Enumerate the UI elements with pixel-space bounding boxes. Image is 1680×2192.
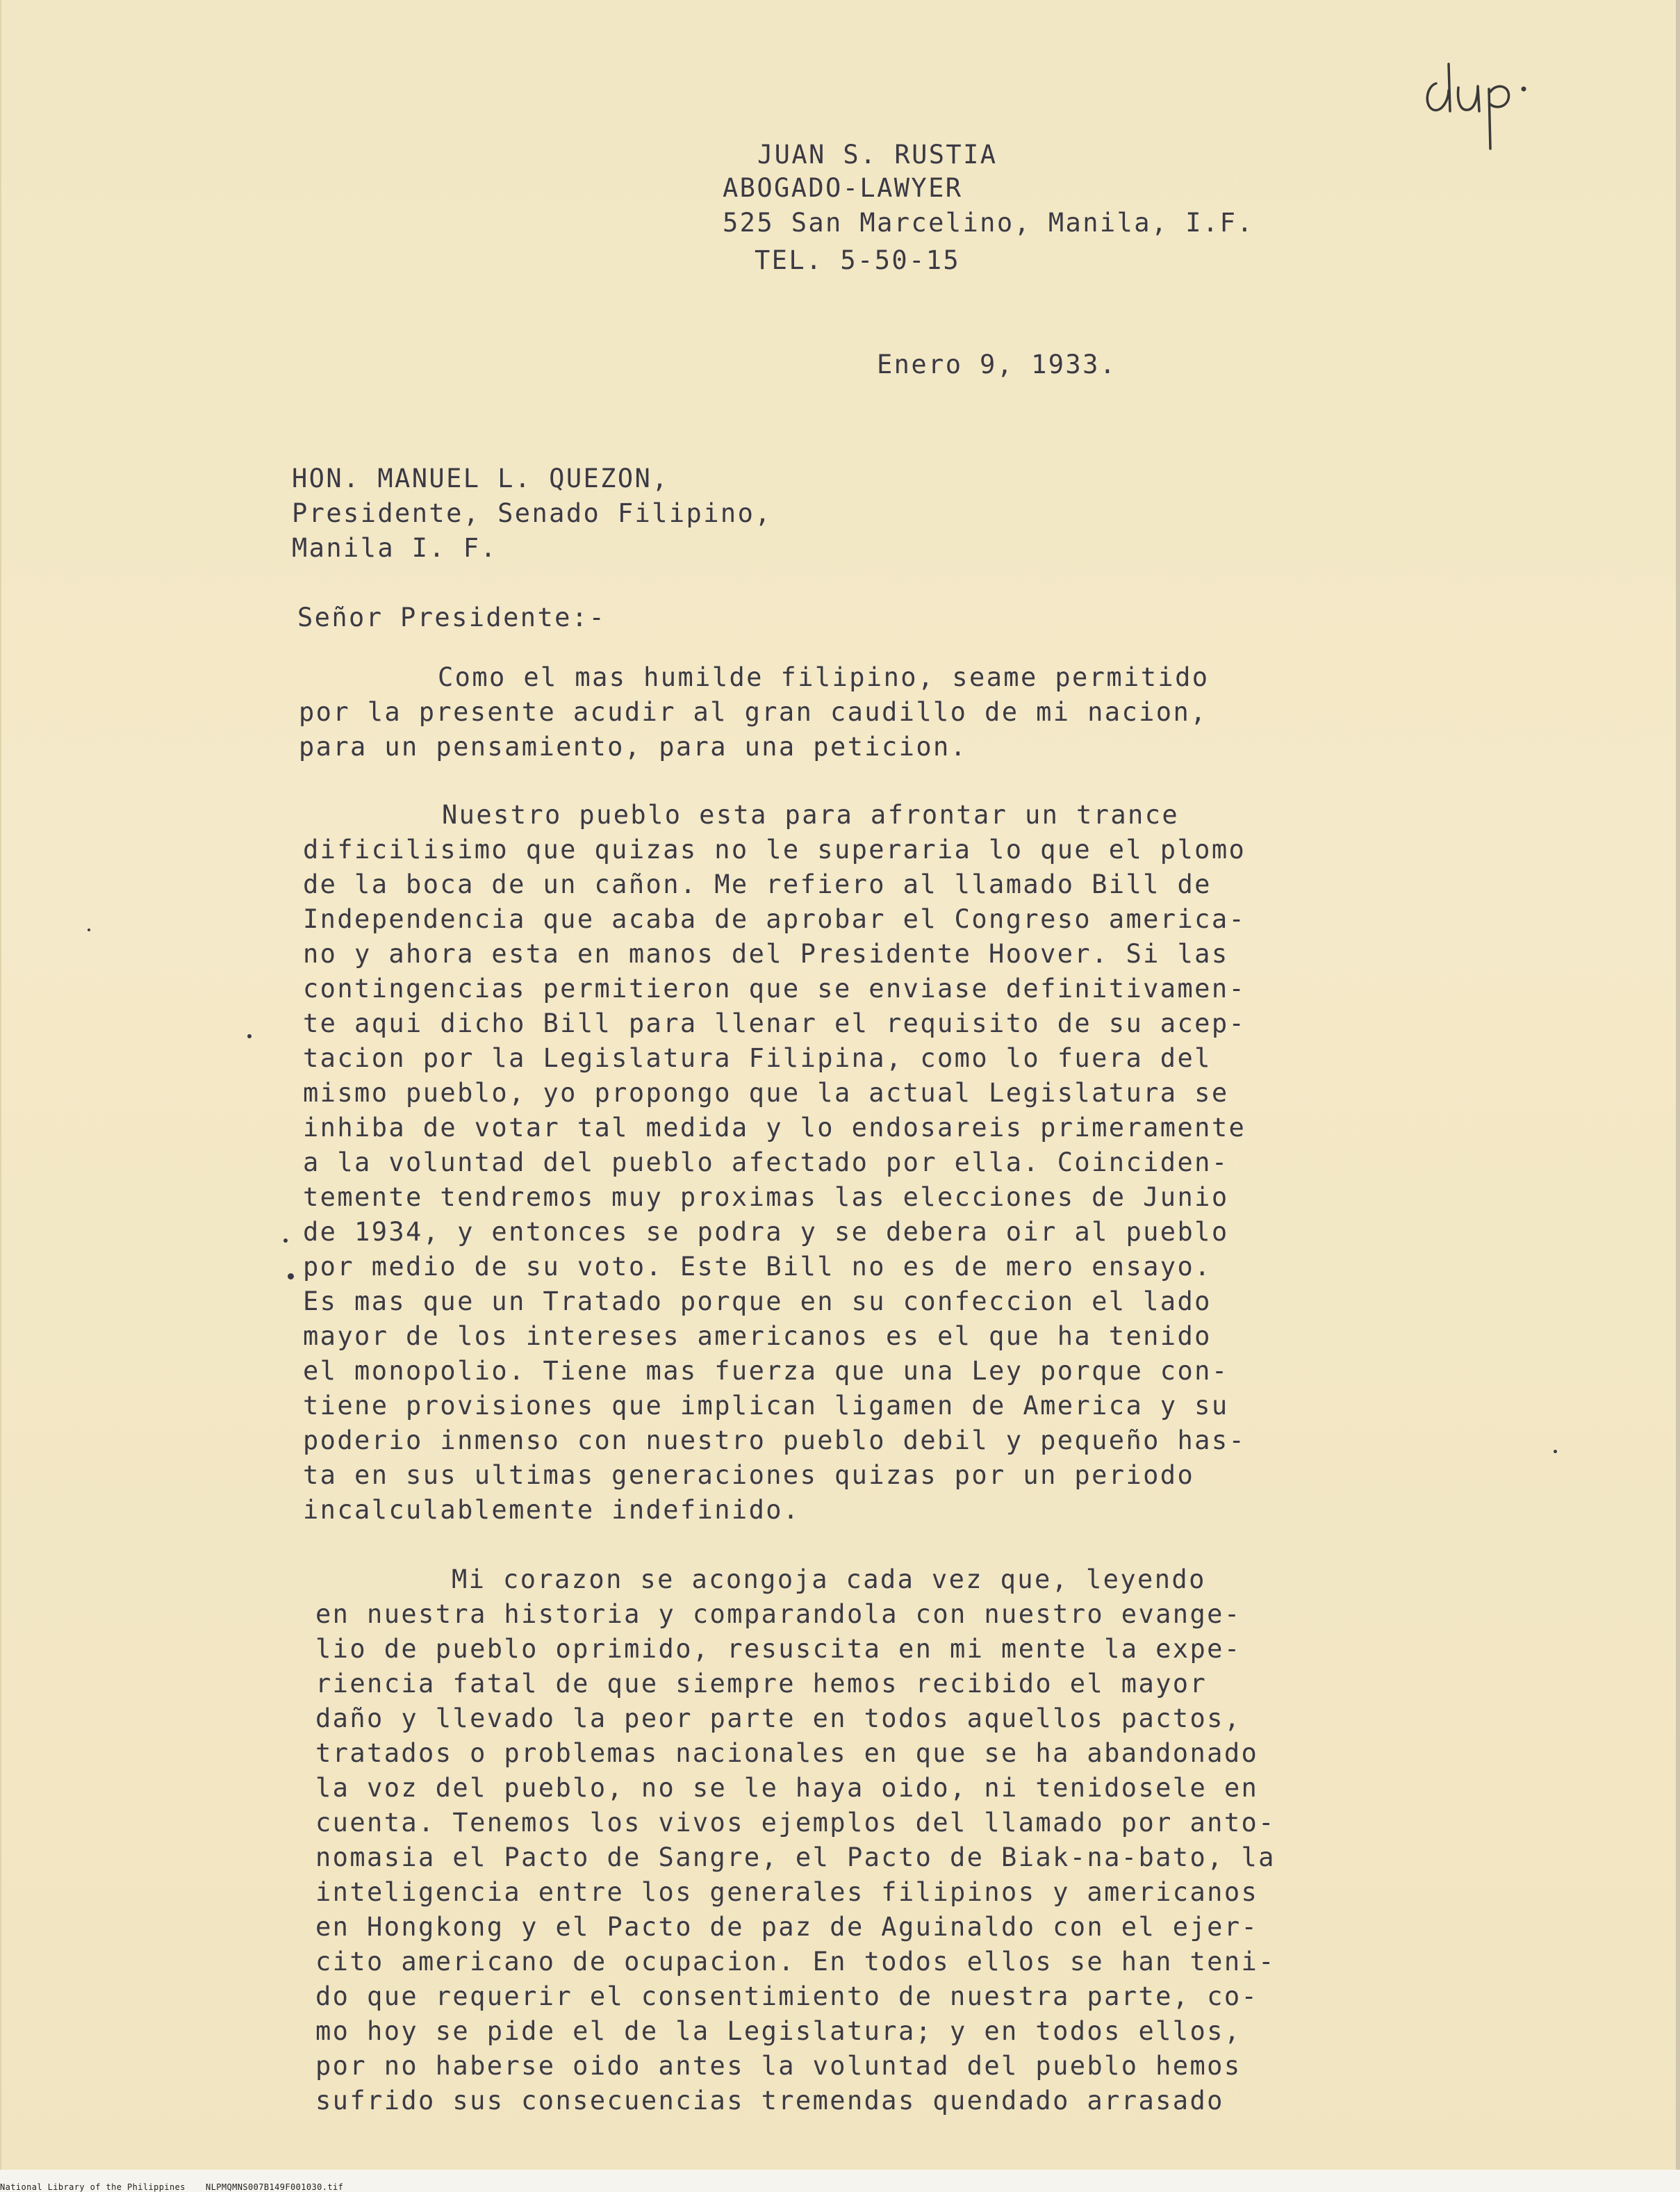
paragraph-line: daño y llevado la peor parte en todos aquellos pactos, (315, 1703, 1242, 1733)
paragraph-line: de la boca de un cañon. Me refiero al llamado Bill de (303, 869, 1212, 899)
paragraph-line: tacion por la Legislatura Filipina, como lo fuera del (303, 1043, 1212, 1073)
paragraph-line: ta en sus ultimas generaciones quizas por un periodo (303, 1460, 1195, 1490)
handwritten-dup-mark (1421, 50, 1532, 154)
paragraph-line: cuenta. Tenemos los vivos ejemplos del llamado por anto- (315, 1808, 1276, 1838)
paragraph-line: Independencia que acaba de aprobar el Congreso america- (303, 904, 1246, 934)
ink-speck (1554, 1450, 1557, 1453)
ink-speck (247, 1034, 252, 1038)
paragraph-line: lio de pueblo oprimido, resuscita en mi mente la expe- (315, 1634, 1242, 1664)
paragraph-line: contingencias permitieron que se enviase definitivamen- (303, 974, 1246, 1004)
paragraph-line: riencia fatal de que siempre hemos recibido el mayor (315, 1669, 1208, 1699)
paragraph-line: mayor de los intereses americanos es el que ha tenido (303, 1321, 1212, 1351)
paragraph-line: en Hongkong y el Pacto de paz de Aguinaldo con el ejer- (315, 1912, 1259, 1942)
paragraph-line: do que requerir el consentimiento de nuestra parte, co- (315, 1981, 1259, 2011)
recipient-line: Manila I. F. (292, 533, 498, 563)
recipient-line: Presidente, Senado Filipino, (292, 498, 772, 528)
paragraph-line: inteligencia entre los generales filipinos y americanos (315, 1877, 1259, 1907)
paragraph-line: tiene provisiones que implican ligamen de America y su (303, 1391, 1229, 1421)
paragraph-line: Es mas que un Tratado porque en su confeccion el lado (303, 1286, 1212, 1316)
paragraph-line: inhiba de votar tal medida y lo endosareis primeramente (303, 1113, 1246, 1143)
paragraph-line: en nuestra historia y comparandola con nuestro evange- (315, 1599, 1242, 1629)
ink-speck (288, 1273, 294, 1279)
handwritten-annotation (1421, 50, 1532, 154)
letter-date: Enero 9, 1933. (877, 350, 1117, 379)
ink-speck (88, 929, 90, 931)
letterhead-phone: TEL. 5-50-15 (755, 245, 961, 275)
footer-library: National Library of the Philippines (0, 2182, 186, 2192)
paragraph-line: tratados o problemas nacionales en que se ha abandonado (315, 1738, 1259, 1768)
paragraph-line: por la presente acudir al gran caudillo de mi nacion, (299, 697, 1208, 727)
paragraph-line: cito americano de ocupacion. En todos ellos se han teni- (315, 1947, 1276, 1977)
salutation: Señor Presidente:- (297, 603, 607, 632)
recipient-block (292, 461, 772, 566)
paragraph-line: la voz del pueblo, no se le haya oido, ni tenidosele en (315, 1773, 1259, 1803)
paragraph-line: mo hoy se pide el de la Legislatura; y en todos ellos, (315, 2016, 1242, 2046)
paragraph-line: temente tendremos muy proximas las elecciones de Junio (303, 1182, 1229, 1212)
paragraph-line: Nuestro pueblo esta para afrontar un trance (442, 800, 1180, 830)
paragraph-line: para un pensamiento, para una peticion. (299, 732, 968, 762)
paragraph-line: nomasia el Pacto de Sangre, el Pacto de Biak-na-bato, la (315, 1842, 1276, 1872)
paragraph-line: sufrido sus consecuencias tremendas quendado arrasado (315, 2086, 1224, 2116)
paragraph-line: te aqui dicho Bill para llenar el requisito de su acep- (303, 1008, 1246, 1038)
paragraph-line: Mi corazon se acongoja cada vez que, leyendo (452, 1564, 1206, 1594)
recipient-line: HON. MANUEL L. QUEZON, (292, 464, 669, 493)
paragraph-line: incalculablemente indefinido. (303, 1495, 800, 1525)
letterhead-profession: ABOGADO-LAWYER (723, 173, 963, 203)
paragraph-1 (299, 660, 1209, 764)
paragraph-line: el monopolio. Tiene mas fuerza que una Ley porque con- (303, 1356, 1229, 1386)
paragraph-line: dificilisimo que quizas no le superaria lo que el plomo (303, 835, 1246, 865)
paragraph-line: por medio de su voto. Este Bill no es de mero ensayo. (303, 1252, 1212, 1282)
paragraph-line: a la voluntad del pueblo afectado por ella. Coinciden- (303, 1147, 1229, 1177)
paragraph-3 (315, 1562, 1276, 2118)
paragraph-line: no y ahora esta en manos del Presidente Hoover. Si las (303, 939, 1229, 969)
paragraph-line: poderio inmenso con nuestro pueblo debil y pequeño has- (303, 1425, 1246, 1455)
ink-speck (283, 1238, 288, 1243)
paragraph-line: de 1934, y entonces se podra y se debera oir al pueblo (303, 1217, 1229, 1247)
paragraph-2 (303, 798, 1246, 1528)
letterhead-name: JUAN S. RUSTIA (757, 140, 998, 170)
paragraph-line: por no haberse oido antes la voluntad del pueblo hemos (315, 2051, 1242, 2081)
letterhead-address: 525 San Marcelino, Manila, I.F. (723, 208, 1254, 238)
paragraph-line: Como el mas humilde filipino, seame permitido (438, 662, 1210, 692)
footer-file-id: NLPMQMNS007B149F001030.tif (206, 2182, 344, 2192)
paragraph-line: mismo pueblo, yo propongo que la actual Legislatura se (303, 1078, 1229, 1108)
